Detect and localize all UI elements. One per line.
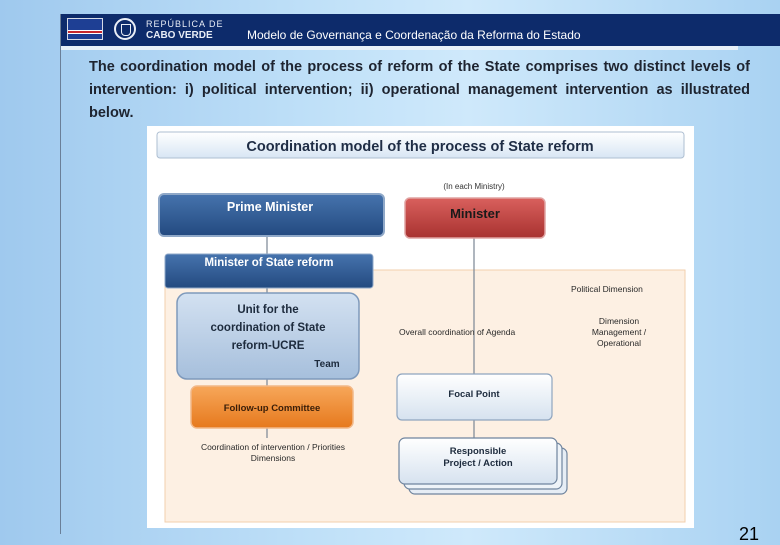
coordination-line-2: Dimensions	[250, 453, 296, 463]
ucre-line-1: Unit for the	[237, 304, 299, 316]
focal-point-label: Focal Point	[448, 389, 500, 400]
follow-up-committee-label: Follow-up Committee	[223, 403, 321, 414]
diagram-canvas	[147, 126, 694, 528]
country-name	[146, 18, 224, 42]
header-underline	[60, 46, 738, 50]
political-dimension-label: Political Dimension	[571, 284, 643, 294]
minister-label: Minister	[450, 206, 500, 221]
left-rule	[60, 14, 61, 534]
dimension-line-1: Dimension	[598, 316, 640, 326]
country-line-2: CABO VERDE	[146, 30, 213, 41]
diagram-title: Coordination model of the process of State reform	[246, 139, 594, 155]
prime-minister-label: Prime Minister	[226, 200, 314, 214]
coordination-line-1: Coordination of intervention / Priorities	[200, 442, 346, 452]
overall-coordination-label: Overall coordination of Agenda	[399, 327, 516, 337]
ucre-line-3: reform-UCRE	[231, 340, 305, 352]
ucre-team: Team	[314, 359, 340, 370]
page-number: 21	[739, 524, 760, 544]
header-title: Modelo de Governança e Coordenação da Reforma do Estado	[247, 28, 581, 42]
responsible-line-1: Responsible	[449, 446, 507, 457]
ministry-note: (In each Ministry)	[443, 182, 505, 191]
national-emblem-icon	[114, 18, 136, 40]
dimension-line-2: Management /	[591, 327, 647, 337]
dimension-line-3: Operational	[597, 338, 641, 348]
minister-state-reform-label: Minister of State reform	[204, 257, 334, 269]
cabo-verde-flag-icon	[67, 18, 103, 40]
responsible-line-2: Project / Action	[443, 458, 513, 469]
ucre-line-2: coordination of State	[210, 322, 326, 334]
intro-paragraph: The coordination model of the process of reform of the State comprises two distinct levels of intervention: i) political intervention; ii) operational management intervention as illustrated below.	[89, 59, 750, 121]
country-line-1: REPÚBLICA DE	[146, 19, 224, 29]
coordination-diagram	[147, 126, 694, 528]
